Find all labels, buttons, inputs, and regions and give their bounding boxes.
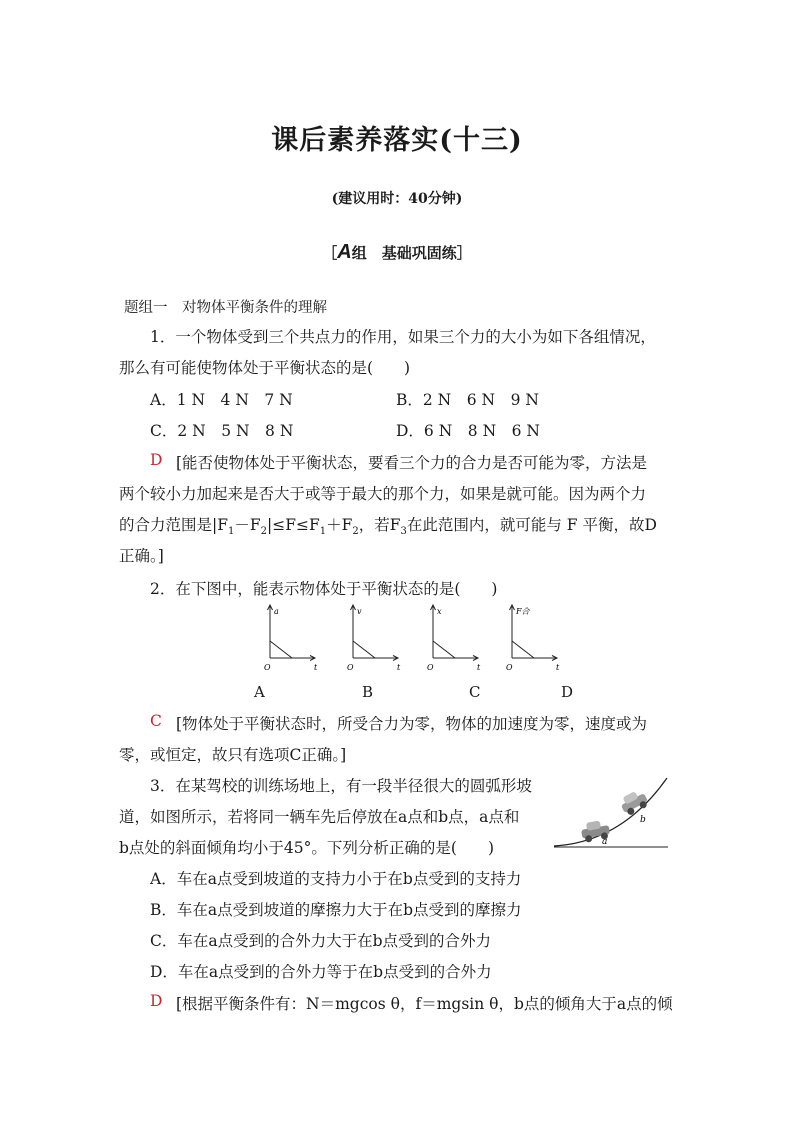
graph-line: [270, 641, 292, 658]
q2-stem: 2．在下图中，能表示物体处于平衡状态的是( ): [150, 580, 498, 598]
page-title: 课后素养落实(十三): [271, 125, 523, 156]
q1-option-c: C．2 N 5 N 8 N: [150, 422, 294, 440]
x-axis-label: t: [477, 663, 481, 672]
q3-stem-line2: 道，如图所示，若将同一辆车先后停放在a点和b点，a点和: [119, 808, 520, 826]
slope-figure: [552, 772, 672, 854]
topic-heading: 题组一 对物体平衡条件的理解: [124, 300, 327, 316]
q2-graph-label-d: D: [561, 683, 574, 701]
origin-label: O: [506, 663, 513, 672]
q2-explanation-line2: 零，或恒定，故只有选项C正确。]: [119, 746, 347, 764]
y-axis-label: x: [437, 607, 442, 616]
q2-graph-a: [264, 605, 318, 672]
q1-exp3-part-d: ＋F: [326, 516, 353, 534]
x-axis-label: t: [397, 663, 401, 672]
x-axis-label: t: [556, 663, 560, 672]
q3-option-a: A．车在a点受到坡道的支持力小于在b点受到的支持力: [150, 870, 522, 888]
q1-exp3-part-c: |≤F≤F: [267, 516, 320, 534]
group-letter: A: [337, 241, 352, 263]
group-header: [0, 241, 794, 264]
q3-explanation-line1: [根据平衡条件有：N＝mgcos θ，f＝mgsin θ，b点的倾角大于a点的倾: [176, 995, 673, 1013]
y-axis-label: v: [357, 607, 362, 616]
q1-explanation-line2: 两个较小力加起来是否大于或等于最大的那个力，如果是就可能。因为两个力: [119, 485, 647, 503]
q2-graph-label-b: B: [362, 683, 374, 701]
graph-line: [353, 641, 375, 658]
q1-explanation-line3: 的合力范围是$|F_1-F_2|\le F\le F_1+F_2$，若$F_3$在此范围内，就可能与 F 平衡，故D: [119, 516, 657, 538]
point-b-label: b: [640, 815, 646, 825]
car-at-b-icon: [618, 788, 650, 817]
q1-explanation-line4: 正确。]: [119, 547, 164, 565]
x-axis-label: t: [314, 663, 318, 672]
q2-graphs-figure: [250, 603, 570, 673]
y-axis-label: F合: [516, 607, 530, 616]
q1-exp3-part-a: 的合力范围是|F: [119, 516, 228, 534]
q1-option-a: A．1 N 4 N 7 N: [150, 391, 293, 409]
q2-graph-label-c: C: [469, 683, 481, 701]
q3-option-c: C．车在a点受到的合外力大于在b点受到的合外力: [150, 932, 492, 950]
graph-line: [433, 641, 455, 658]
group-bracket-open: ［: [322, 244, 338, 262]
y-axis-label: a: [274, 607, 279, 616]
group-text: 组 基础巩固练: [351, 244, 457, 262]
q1-exp3-part-e: ，若F: [358, 516, 401, 534]
q2-graph-c: [427, 605, 481, 672]
q3-option-b: B．车在a点受到坡道的摩擦力大于在b点受到的摩擦力: [150, 901, 522, 919]
q1-explanation-line1: [能否使物体处于平衡状态，要看三个力的合力是否可能为零，方法是: [176, 454, 648, 472]
q1-exp3-part-b: －F: [234, 516, 261, 534]
q1-answer: D: [150, 451, 163, 469]
origin-label: O: [264, 663, 271, 672]
q1-exp3-part-f: 在此范围内，就可能与 F 平衡，故D: [406, 516, 657, 534]
slope-curve: [554, 778, 667, 846]
group-bracket-close: ］: [456, 244, 472, 262]
q3-answer: D: [150, 992, 163, 1010]
time-hint: (建议用时：40分钟): [331, 191, 463, 207]
q2-graph-d: [506, 605, 560, 672]
graph-line: [512, 641, 534, 658]
q1-option-d: D．6 N 8 N 6 N: [396, 422, 540, 440]
q2-graph-label-a: A: [254, 683, 265, 701]
origin-label: O: [347, 663, 354, 672]
q1-stem-line1: 1．一个物体受到三个共点力的作用，如果三个力的大小为如下各组情况，: [150, 328, 656, 346]
q2-explanation-line1: [物体处于平衡状态时，所受合力为零，物体的加速度为零，速度或为: [176, 715, 648, 733]
q1-stem-line2: 那么有可能使物体处于平衡状态的是( ): [119, 359, 411, 377]
q2-answer: C: [150, 712, 162, 730]
q2-graph-b: [347, 605, 401, 672]
q3-option-d: D．车在a点受到的合外力等于在b点受到的合外力: [150, 963, 492, 981]
q3-stem-line3: b点处的斜面倾角均小于45°。下列分析正确的是( ): [119, 839, 494, 857]
q1-option-b: B．2 N 6 N 9 N: [396, 391, 539, 409]
q3-stem-line1: 3．在某驾校的训练场地上，有一段半径很大的圆弧形坡: [150, 777, 532, 795]
origin-label: O: [427, 663, 434, 672]
point-a-label: a: [602, 837, 608, 847]
